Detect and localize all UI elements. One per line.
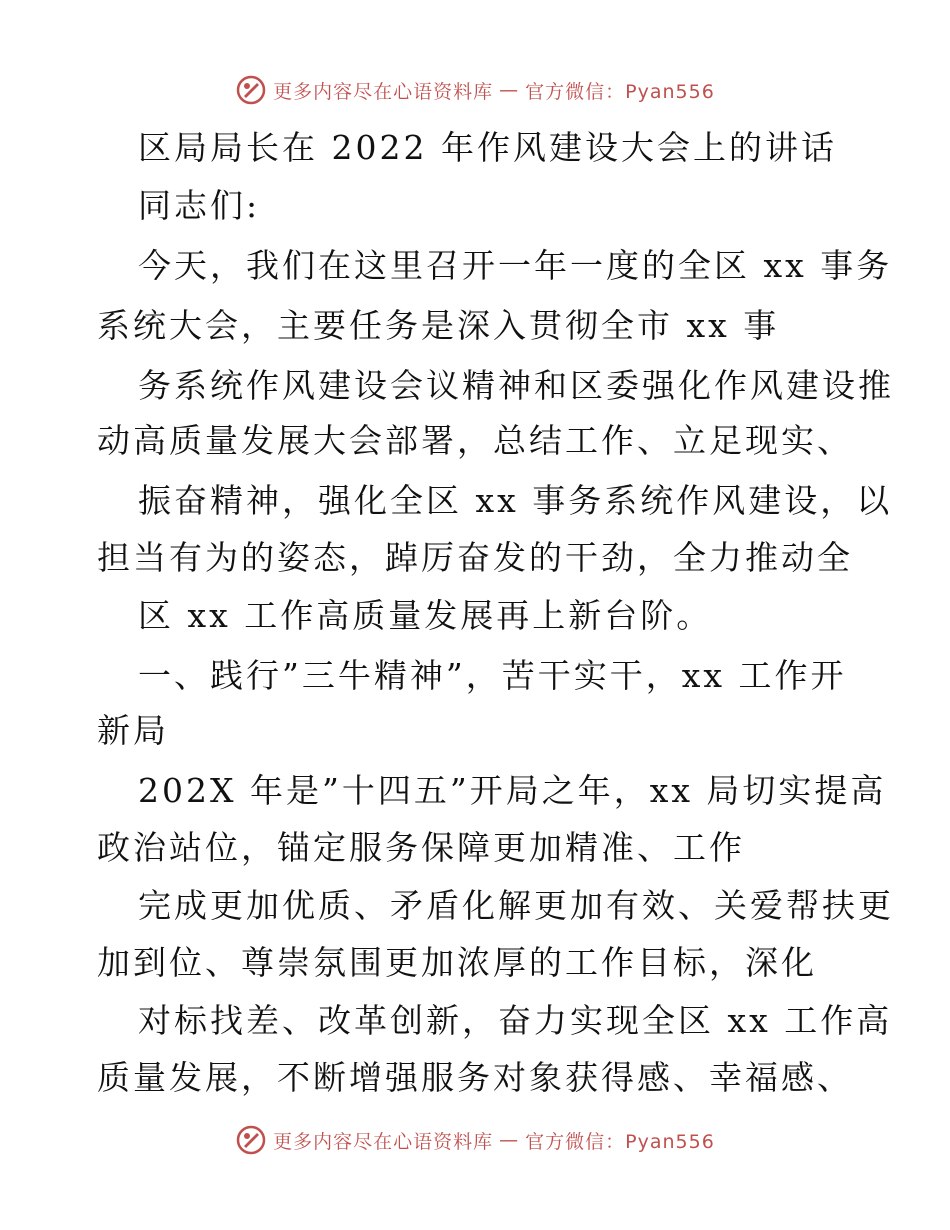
paragraph-line: 同志们:	[138, 186, 261, 225]
footer-watermark	[0, 1120, 950, 1160]
paragraph-line: 完成更加优质、矛盾化解更加有效、关爱帮扶更	[138, 886, 894, 925]
paragraph-line: 今天，我们在这里召开一年一度的全区 xx 事务	[138, 246, 893, 285]
document-title: 区局局长在 2022 年作风建设大会上的讲话	[138, 128, 837, 167]
watermark-dash: —	[499, 1129, 520, 1151]
paragraph-line: 202X 年是”十四五”开局之年，xx 局切实提高	[138, 771, 887, 810]
watermark-text: 更多内容尽在心语资料库	[273, 80, 494, 103]
section-heading: 一、践行”三牛精神”，苦干实干，xx 工作开	[138, 656, 847, 695]
paragraph-line: 质量发展，不断增强服务对象获得感、幸福感、	[97, 1058, 853, 1097]
paragraph-line: 政治站位，锚定服务保障更加精准、工作	[97, 828, 745, 867]
quill-emblem-icon	[235, 1124, 267, 1156]
watermark-suffix: 官方微信：Pyan556	[525, 1130, 715, 1153]
watermark-text: 更多内容尽在心语资料库	[273, 1130, 494, 1153]
paragraph-line: 系统大会，主要任务是深入贯彻全市 xx 事	[97, 306, 780, 345]
paragraph-line: 对标找差、改革创新，奋力实现全区 xx 工作高	[138, 1001, 893, 1040]
paragraph-line: 务系统作风建设会议精神和区委强化作风建设推	[138, 366, 894, 405]
paragraph-line: 加到位、尊崇氛围更加浓厚的工作目标，深化	[97, 943, 817, 982]
section-heading-continued: 新局	[97, 711, 169, 750]
watermark-suffix: 官方微信：Pyan556	[525, 80, 715, 103]
paragraph-line: 担当有为的姿态，踔厉奋发的干劲，全力推动全	[97, 538, 853, 577]
watermark-dash: —	[499, 79, 520, 101]
header-watermark	[0, 70, 950, 110]
watermark-banner	[235, 74, 715, 106]
watermark-banner	[235, 1124, 715, 1156]
paragraph-line: 动高质量发展大会部署，总结工作、立足现实、	[97, 421, 853, 460]
paragraph-line: 区 xx 工作高质量发展再上新台阶。	[138, 596, 713, 635]
paragraph-line: 振奋精神，强化全区 xx 事务系统作风建设，以	[138, 481, 893, 520]
quill-emblem-icon	[235, 74, 267, 106]
